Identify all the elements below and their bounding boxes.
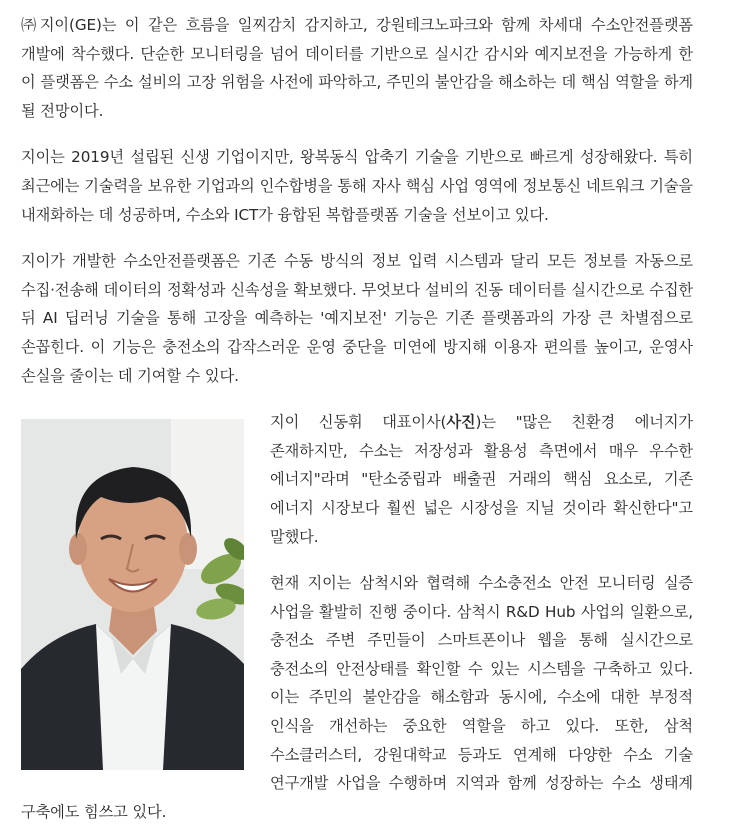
paragraph-2: 지이는 2019년 설립된 신생 기업이지만, 왕복동식 압축기 기술을 기반으로 빠르게 성장해왔다. 특히 최근에는 기술력을 보유한 기업과의 인수합병을 통해 자사 핵심 사업 영역에 정보통신 네트워크 기술을 내재화하는 데 성공하며, 수소와 ICT가 융합된 복합플랫폼 기술을 선보이고 있다.: [21, 148, 693, 224]
paragraph-5: 현재 지이는 삼척시와 협력해 수소충전소 안전 모니터링 실증 사업을 활발히 진행 중이다. 삼척시 R&D Hub 사업의 일환으로, 충전소 주변 주민들이 스마트폰이나 웹을 통해 실시간으로 충전소의 안전상태를 확인할 수 있는 시스템을 구축하고 있다. 이는 주민의 불안감을 해소함과 동시에, 수소에 대한 부정적 인식을 개선하는 중요한 역할을 하고 있다. 또한, 삼척 수소클러스터, 강원대학교 등과도 연계해 다양한 수소 기술 연구개발 사업을 수행하며 지역과 함께 성장하는 수소 생태계 구축에도 힘쓰고 있다.: [21, 574, 693, 821]
portrait-illustration: [21, 419, 244, 770]
ceo-portrait-photo: [21, 419, 244, 770]
photo-caption-label: 사진: [446, 413, 476, 432]
paragraph-3: 지이가 개발한 수소안전플랫폼은 기존 수동 방식의 정보 입력 시스템과 달리 모든 정보를 자동으로 수집·전송해 데이터의 정확성과 신속성을 확보했다. 무엇보다 설비의 진동 데이터를 실시간으로 수집한 뒤 AI 딥러닝 기술을 통해 고장을 예측하는 '예지보전' 기능은 기존 플랫폼과의 가장 큰 차별점으로 손꼽힌다. 이 기능은 충전소의 갑작스러운 운영 중단을 미연에 방지해 이용자 편의를 높이고, 운영사 손실을 줄이는 데 기여할 수 있다.: [21, 252, 693, 385]
paragraph-1: ㈜지이(GE)는 이 같은 흐름을 일찌감치 감지하고, 강원테크노파크와 함께 차세대 수소안전플랫폼 개발에 착수했다. 단순한 모니터링을 넘어 데이터를 기반으로 실시간 감시와 예지보전을 가능하게 한 이 플랫폼은 수소 설비의 고장 위험을 사전에 파악하고, 주민의 불안감을 해소하는 데 핵심 역할을 하게 될 전망이다.: [21, 16, 693, 120]
article-body: [21, 11, 693, 826]
quote-intro: 지이 신동휘 대표이사(: [270, 413, 447, 432]
quote-body: )는 "많은 친환경 에너지가 존재하지만, 수소는 저장성과 활용성 측면에서 매우 우수한 에너지"라며 "탄소중립과 배출권 거래의 핵심 요소로, 기존 에너지 시장보다 훨씬 넓은 시장성을 지닐 것이라 확신한다"고 말했다.: [270, 413, 694, 546]
